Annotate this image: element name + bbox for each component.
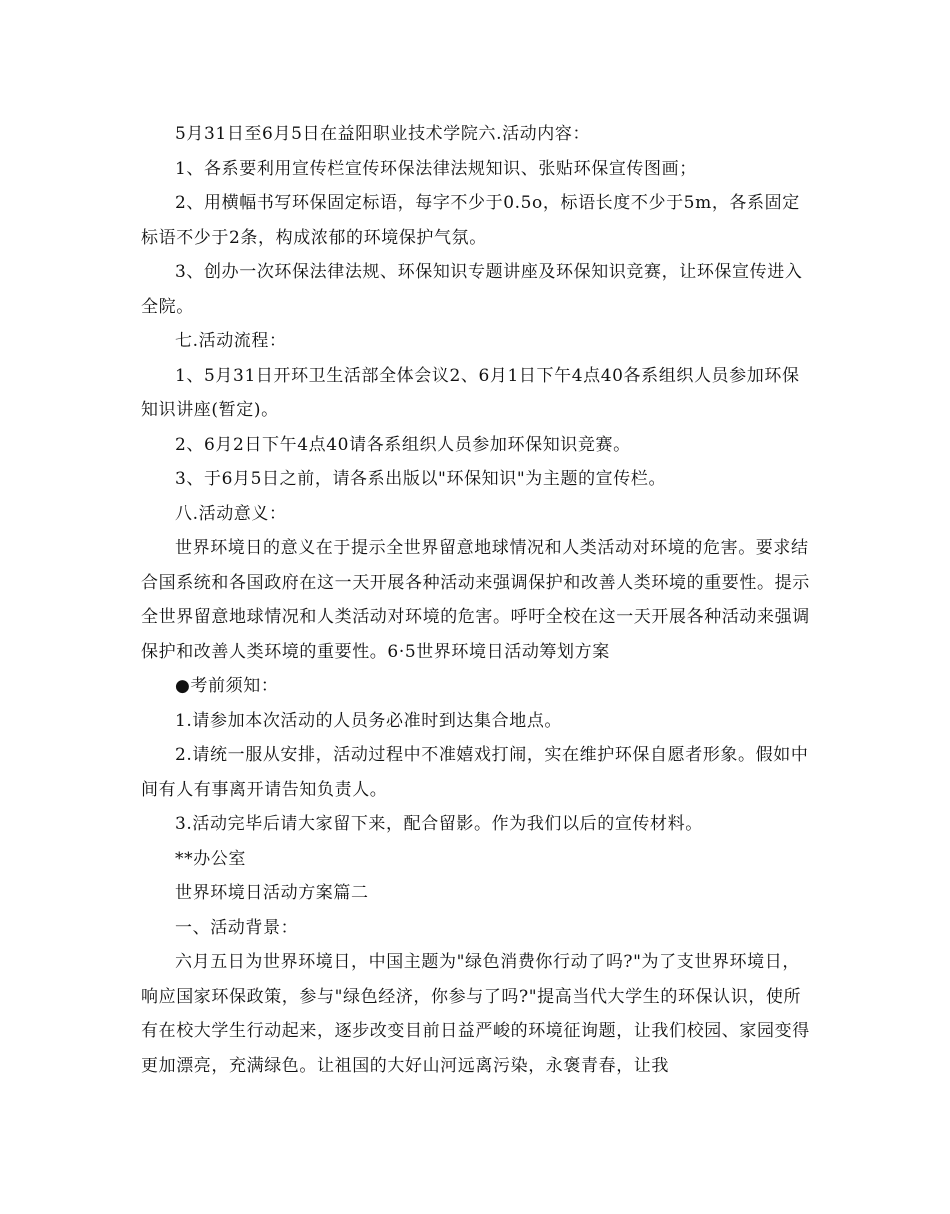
paragraph-significance: 世界环境日的意义在于提示全世界留意地球情况和人类活动对环境的危害。要求结合国系统和各国政府在这一天开展各种活动来强调保护和改善人类环境的重要性。提示全世界留意地球情况和人类活动对环境的危害。呼吁全校在这一天开展各种活动来强调保护和改善人类环境的重要性。6·5世界环境日活动筹划方案 — [141, 538, 810, 662]
paragraph-venue: 5月31日至6月5日在益阳职业技术学院六.活动内容： — [175, 124, 591, 144]
paragraph-process-item-1: 1、5月31日开环卫生活部全体会议2、6月1日下午4点40各系组织人员参加环保知识讲座(暂定)。 — [141, 365, 800, 420]
paragraph-note-1: 1.请参加本次活动的人员务必准时到达集合地点。 — [175, 710, 563, 731]
paragraph-process-item-3: 3、于6月5日之前，请各系出版以"环保知识"为主题的宣传栏。 — [175, 469, 667, 489]
document-body — [141, 117, 811, 1083]
section-heading-background: 一、活动背景： — [175, 917, 299, 938]
paragraph-office-signature: **办公室 — [175, 848, 246, 869]
section-heading-notes: ●考前须知： — [175, 676, 279, 696]
section-heading-significance: 八.活动意义： — [175, 503, 287, 524]
section-title-plan-two: 世界环境日活动方案篇二 — [175, 883, 369, 903]
paragraph-content-item-2: 2、用横幅书写环保固定标语，每字不少于0.5o，标语长度不少于5m，各系固定标语不少于2条，构成浓郁的环境保护气氛。 — [141, 193, 800, 248]
paragraph-note-2: 2.请统一服从安排，活动过程中不准嬉戏打闹，实在维护环保自愿者形象。假如中间有人有事离开请告知负责人。 — [141, 745, 809, 800]
paragraph-background: 六月五日为世界环境日，中国主题为"绿色消费你行动了吗?"为了支世界环境日，响应国家环保政策，参与"绿色经济，你参与了吗?"提高当代大学生的环保认识，使所有在校大学生行动起来，逐步改变目前日益严峻的环境征询题，让我们校园、家园变得更加漂亮，充满绿色。让祖国的大好山河远离污染，永褒青春，让我 — [141, 952, 810, 1076]
paragraph-note-3: 3.活动完毕后请大家留下来，配合留影。作为我们以后的宣传材料。 — [175, 814, 703, 834]
paragraph-content-item-1: 1、各系要利用宣传栏宣传环保法律法规知识、张贴环保宣传图画； — [175, 158, 697, 179]
paragraph-process-item-2: 2、6月2日下午4点40请各系组织人员参加环保知识竞赛。 — [175, 434, 631, 455]
section-heading-process: 七.活动流程： — [175, 331, 287, 351]
paragraph-content-item-3: 3、创办一次环保法律法规、环保知识专题讲座及环保知识竞赛，让环保宣传进入全院。 — [141, 262, 803, 317]
